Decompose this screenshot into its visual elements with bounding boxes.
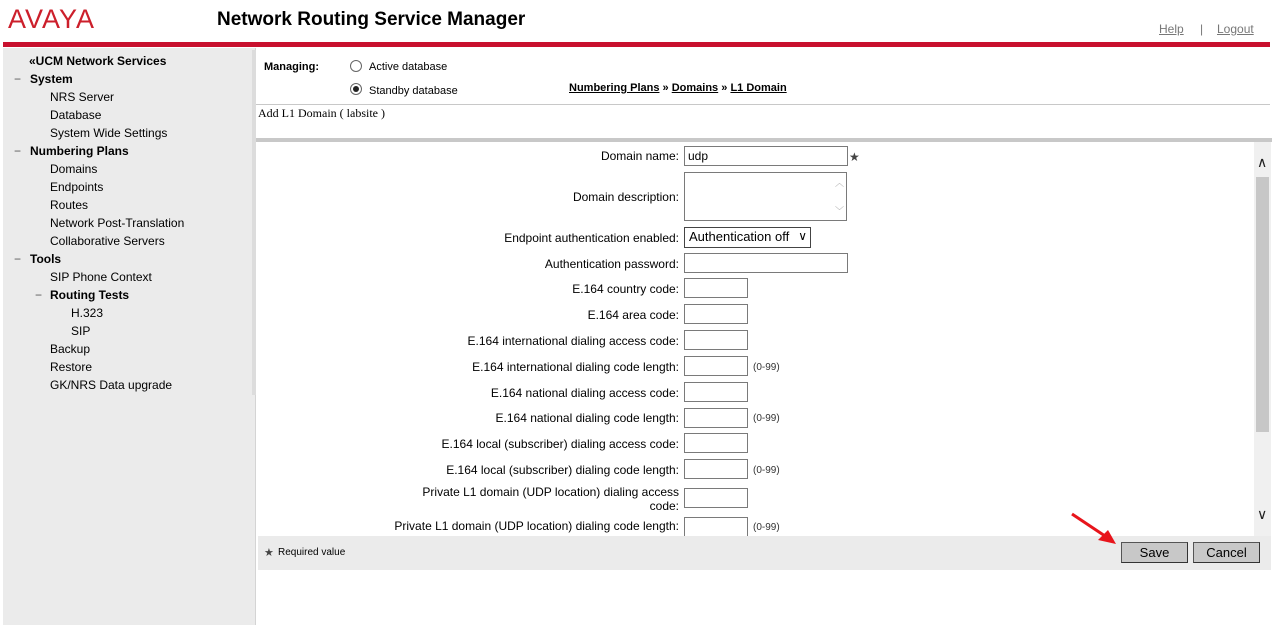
endpoint-auth-value: Authentication off	[689, 229, 790, 244]
app-header	[0, 0, 1273, 48]
chevron-up-icon: ︿	[834, 178, 844, 188]
domain-name-label: Domain name:	[600, 149, 679, 163]
intl-access-code-input[interactable]	[684, 330, 748, 350]
intl-code-length-input[interactable]	[684, 356, 748, 376]
save-button[interactable]: Save	[1121, 542, 1188, 563]
private-access-code-label-line2: code:	[649, 499, 679, 513]
header-red-bar	[3, 42, 1270, 47]
app-title: Network Routing Service Manager	[217, 9, 526, 30]
page-title: Add L1 Domain ( labsite )	[258, 106, 385, 120]
local-access-code-input[interactable]	[684, 433, 748, 453]
cancel-button[interactable]: Cancel	[1193, 542, 1260, 563]
local-code-length-label: E.164 local (subscriber) dialing code length:	[446, 463, 679, 477]
country-code-label: E.164 country code:	[572, 282, 679, 296]
breadcrumb	[569, 82, 787, 94]
natl-code-length-input[interactable]	[684, 408, 748, 428]
help-link[interactable]: Help	[1159, 22, 1184, 36]
chevron-down-icon: ∨	[798, 229, 807, 243]
endpoint-auth-select[interactable]	[684, 227, 811, 248]
required-star-icon: ★	[849, 150, 860, 164]
managing-label: Managing:	[264, 61, 319, 73]
annotation-arrow-icon	[1068, 508, 1120, 548]
natl-code-length-label: E.164 national dialing code length:	[495, 411, 679, 425]
collapse-numbering-plans-icon[interactable]: −	[14, 144, 22, 158]
private-access-code-input[interactable]	[684, 488, 748, 508]
sidebar-item-h323[interactable]: H.323	[71, 306, 104, 320]
domain-description-label: Domain description:	[572, 190, 679, 204]
auth-password-label: Authentication password:	[544, 257, 679, 271]
sidebar-item-ucm-network-services[interactable]: «UCM Network Services	[29, 54, 167, 68]
sidebar-item-backup[interactable]: Backup	[50, 342, 91, 356]
sidebar-scrollbar[interactable]	[252, 50, 256, 395]
logout-link[interactable]: Logout	[1217, 22, 1254, 36]
breadcrumb-l1-domain[interactable]: L1 Domain	[730, 82, 787, 94]
active-database-label[interactable]: Active database	[369, 61, 448, 73]
range-hint: (0-99)	[753, 522, 780, 533]
chevron-down-icon: ﹀	[834, 206, 844, 216]
natl-access-code-input[interactable]	[684, 382, 748, 402]
domain-description-textarea[interactable]	[684, 172, 847, 221]
domain-name-input[interactable]	[684, 146, 848, 166]
sidebar-item-network-post-translation[interactable]: Network Post-Translation	[50, 216, 185, 230]
sidebar-item-gk-nrs-data-upgrade[interactable]: GK/NRS Data upgrade	[50, 378, 173, 392]
sidebar-item-domains[interactable]: Domains	[50, 162, 98, 176]
sidebar-item-collaborative-servers[interactable]: Collaborative Servers	[50, 234, 165, 248]
avaya-logo: AVAYA	[8, 4, 96, 34]
private-code-length-input[interactable]	[684, 517, 748, 537]
private-code-length-label: Private L1 domain (UDP location) dialing code length:	[394, 519, 679, 533]
intl-access-code-label: E.164 international dialing access code:	[467, 334, 679, 348]
sidebar-item-routes[interactable]: Routes	[50, 198, 89, 212]
sidebar-item-numbering-plans[interactable]: Numbering Plans	[30, 144, 129, 158]
scrollbar-thumb[interactable]	[1256, 177, 1269, 432]
sidebar-item-sip-phone-context[interactable]: SIP Phone Context	[50, 270, 152, 284]
range-hint: (0-99)	[753, 413, 780, 424]
country-code-input[interactable]	[684, 278, 748, 298]
breadcrumb-separator: »	[721, 82, 728, 94]
range-hint: (0-99)	[753, 465, 780, 476]
breadcrumb-separator: »	[662, 82, 669, 94]
active-database-radio[interactable]	[350, 60, 362, 72]
chevron-up-icon[interactable]: ∧	[1257, 154, 1268, 170]
chevron-down-icon[interactable]: ∨	[1257, 506, 1268, 522]
natl-access-code-label: E.164 national dialing access code:	[490, 386, 679, 400]
sidebar-item-system[interactable]: System	[30, 72, 73, 86]
local-access-code-label: E.164 local (subscriber) dialing access code:	[441, 437, 679, 451]
divider	[256, 104, 1270, 105]
collapse-routing-tests-icon[interactable]: −	[35, 288, 43, 302]
standby-database-radio[interactable]	[350, 83, 362, 95]
sidebar-item-endpoints[interactable]: Endpoints	[50, 180, 104, 194]
breadcrumb-numbering-plans[interactable]: Numbering Plans	[569, 82, 660, 94]
sidebar-item-sip[interactable]: SIP	[71, 324, 91, 338]
sidebar-item-routing-tests[interactable]: Routing Tests	[50, 288, 130, 302]
private-access-code-label-line1: Private L1 domain (UDP location) dialing access	[422, 485, 679, 499]
range-hint: (0-99)	[753, 362, 780, 373]
sidebar-item-tools[interactable]: Tools	[30, 252, 62, 266]
area-code-label: E.164 area code:	[587, 308, 679, 322]
collapse-tools-icon[interactable]: −	[14, 252, 22, 266]
breadcrumb-domains[interactable]: Domains	[671, 82, 719, 94]
local-code-length-input[interactable]	[684, 459, 748, 479]
auth-password-input[interactable]	[684, 253, 848, 273]
sidebar-item-database[interactable]: Database	[50, 108, 102, 122]
collapse-system-icon[interactable]: −	[14, 72, 22, 86]
area-code-input[interactable]	[684, 304, 748, 324]
endpoint-auth-label: Endpoint authentication enabled:	[504, 231, 679, 245]
standby-database-label[interactable]: Standby database	[369, 85, 458, 97]
sidebar-item-nrs-server[interactable]: NRS Server	[50, 90, 115, 104]
sidebar-item-restore[interactable]: Restore	[50, 360, 93, 374]
sidebar-item-system-wide-settings[interactable]: System Wide Settings	[50, 126, 168, 140]
header-separator: |	[1200, 22, 1204, 36]
required-star-icon: ★	[264, 547, 274, 559]
form-scrollbar[interactable]	[1254, 142, 1271, 536]
intl-code-length-label: E.164 international dialing code length:	[472, 360, 679, 374]
required-value-note: Required value	[278, 547, 346, 558]
